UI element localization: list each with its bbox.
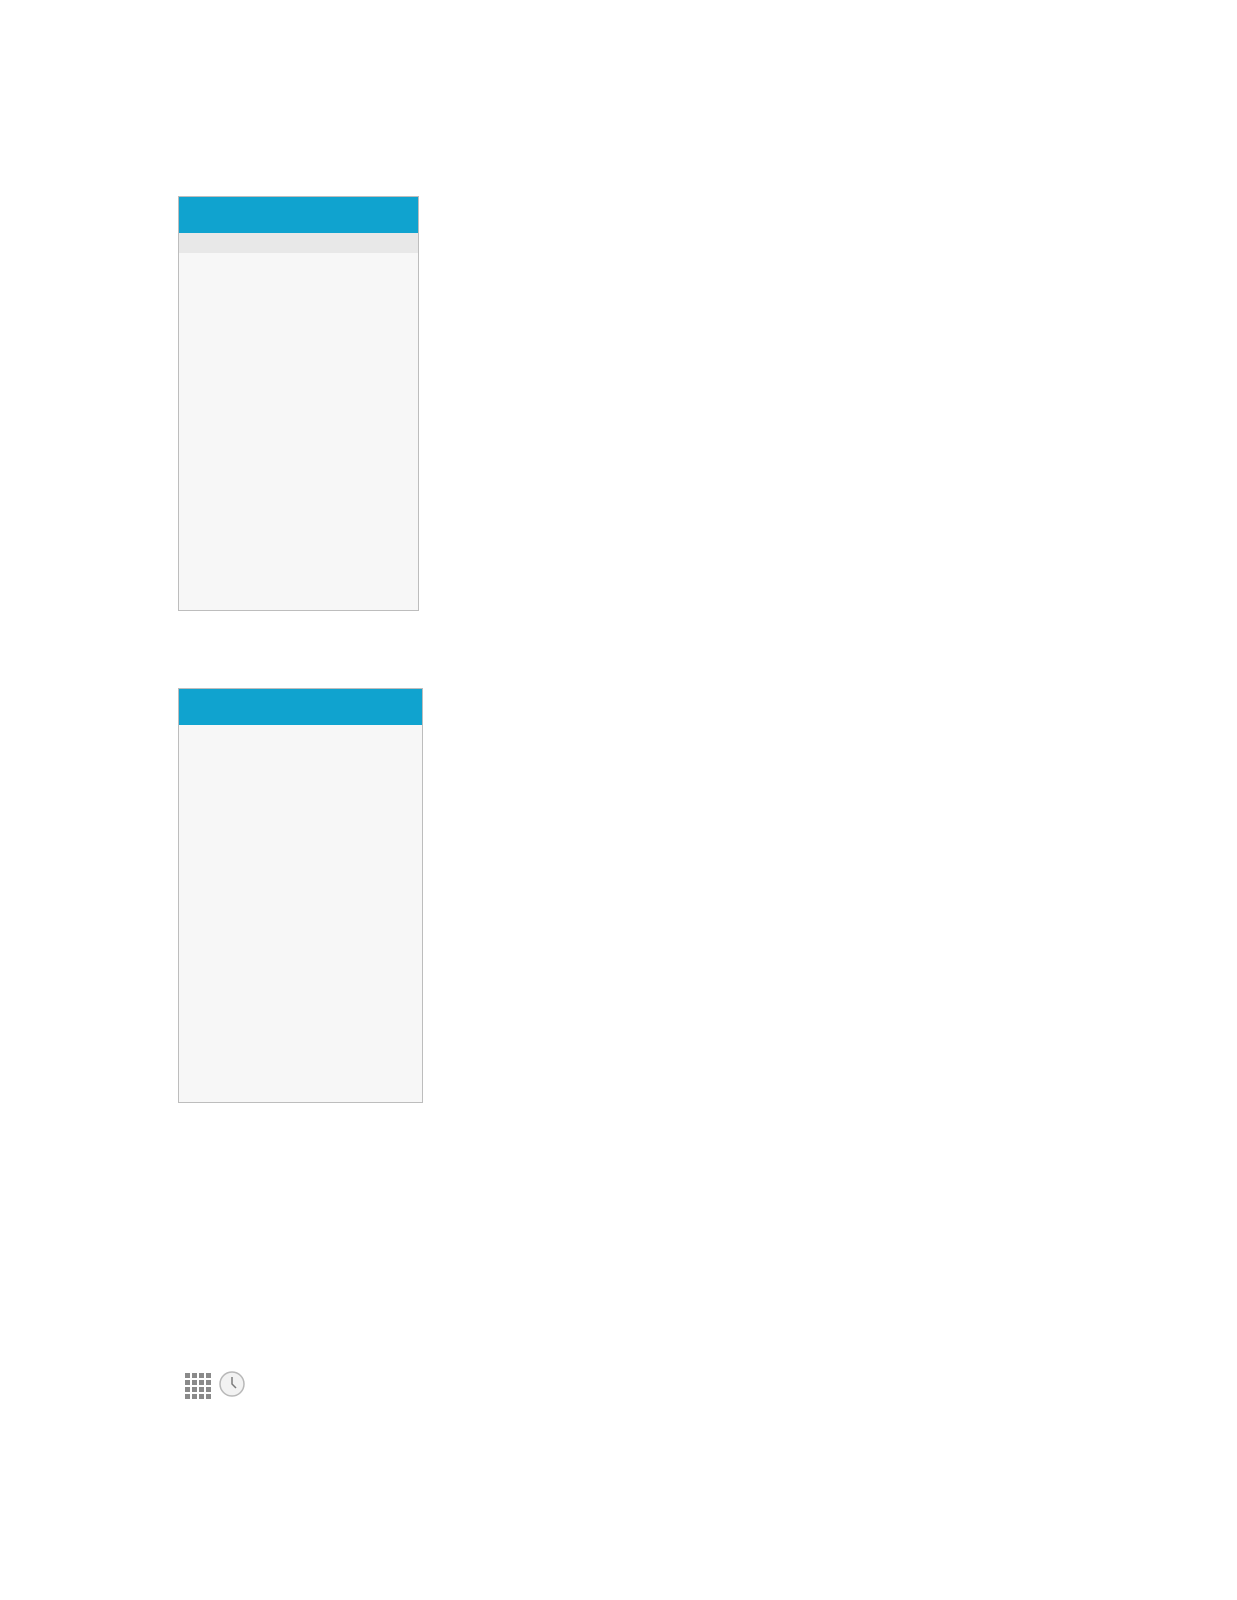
step-1 bbox=[145, 1370, 246, 1404]
date-time-screenshot bbox=[178, 688, 423, 1103]
settings-app-bar bbox=[179, 197, 418, 233]
step-3 bbox=[145, 634, 178, 658]
section-header-system bbox=[179, 233, 418, 253]
settings-screenshot bbox=[178, 196, 419, 611]
bullet-item bbox=[190, 1170, 214, 1194]
result-note bbox=[160, 1212, 196, 1236]
step-2 bbox=[145, 142, 178, 166]
date-time-app-bar bbox=[179, 689, 422, 725]
bullet-item bbox=[190, 1126, 214, 1150]
apps-grid-icon bbox=[184, 1372, 212, 1400]
clock-icon bbox=[218, 1370, 246, 1398]
